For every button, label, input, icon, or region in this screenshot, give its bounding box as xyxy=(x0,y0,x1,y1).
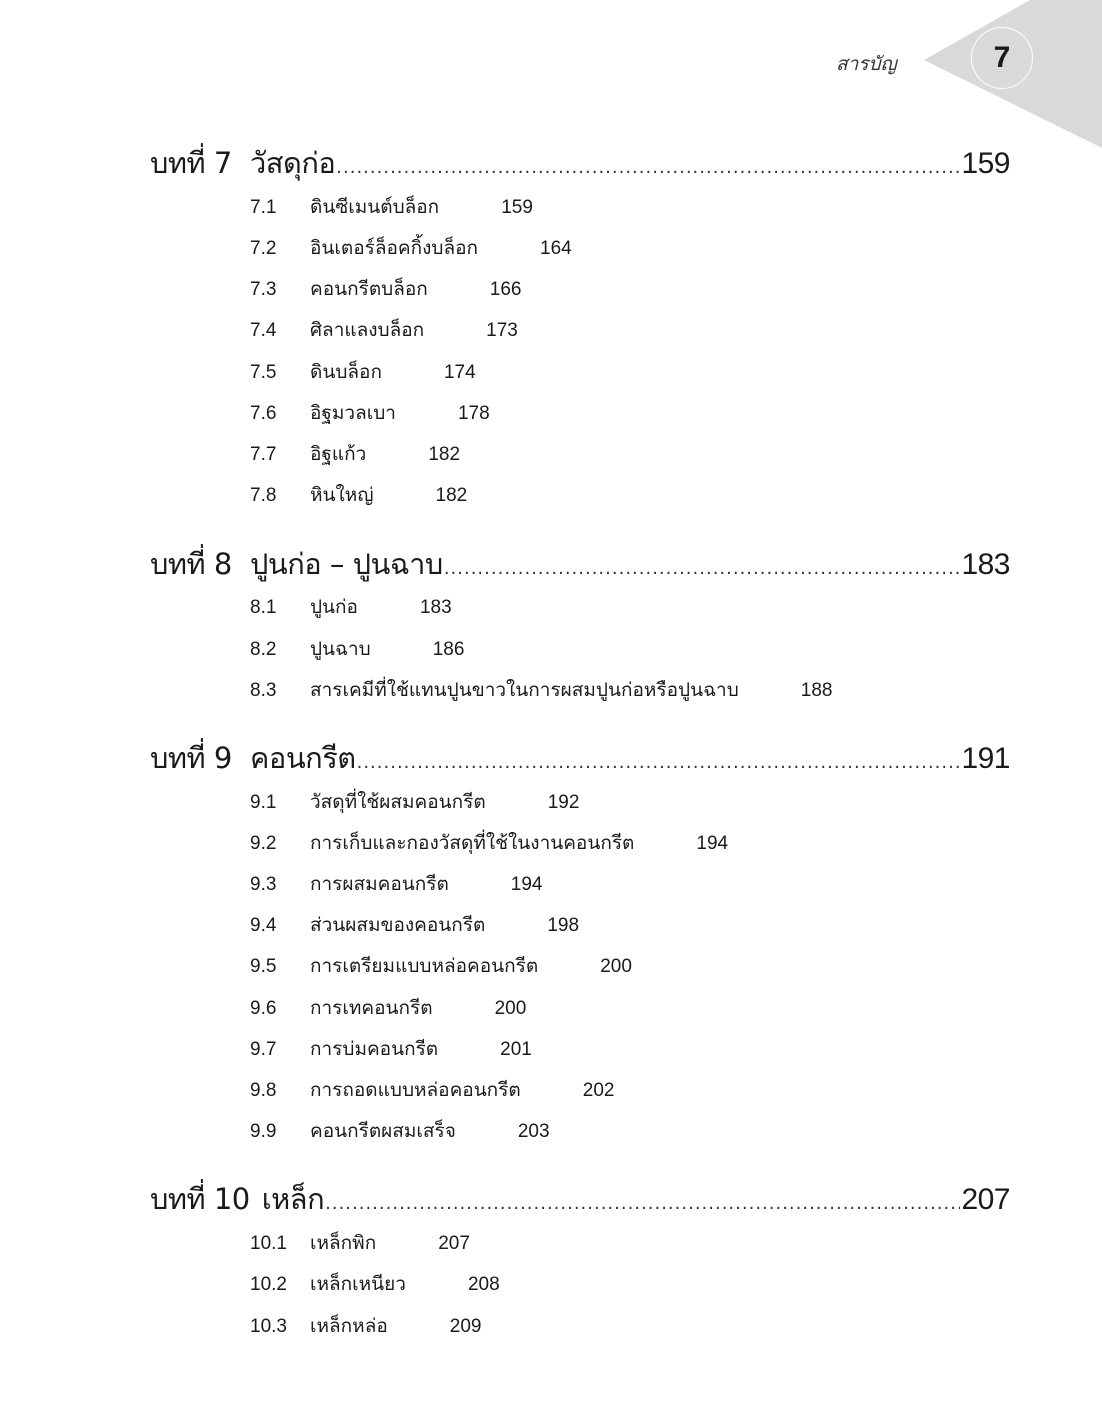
section-title: สารเคมีที่ใช้แทนปูนขาวในการผสมปูนก่อหรือปูนฉาบ xyxy=(310,679,739,701)
section-number: 7.4 xyxy=(250,320,277,341)
toc-entry[interactable] xyxy=(250,274,521,304)
section-number: 7.7 xyxy=(250,444,277,465)
section-number: 9.4 xyxy=(250,915,277,936)
section-title: ส่วนผสมของคอนกรีต xyxy=(310,914,486,936)
chapter-title: วัสดุก่อ xyxy=(250,146,336,180)
toc-entry[interactable] xyxy=(250,192,533,222)
toc-entry[interactable] xyxy=(250,951,632,981)
section-page: 201 xyxy=(500,1039,532,1060)
section-title: การถอดแบบหล่อคอนกรีต xyxy=(310,1079,521,1101)
section-number: 9.8 xyxy=(250,1080,277,1101)
chapter-heading[interactable] xyxy=(150,541,1010,587)
section-page: 194 xyxy=(696,833,729,854)
toc-entry[interactable] xyxy=(250,1311,481,1341)
section-title: การเก็บและกองวัสดุที่ใช้ในงานคอนกรีต xyxy=(310,832,635,854)
section-number: 9.7 xyxy=(250,1039,277,1060)
section-number: 8.2 xyxy=(250,639,277,660)
section-page: 194 xyxy=(510,874,543,895)
section-page: 164 xyxy=(540,238,572,259)
chapter-label: บทที่ 7 xyxy=(150,146,232,180)
toc-entry[interactable] xyxy=(250,869,543,899)
section-number: 9.2 xyxy=(250,833,277,854)
section-page: 186 xyxy=(432,639,465,660)
toc-entry[interactable] xyxy=(250,787,579,817)
chapter-title: ปูนก่อ – ปูนฉาบ xyxy=(250,547,443,581)
dot-leader xyxy=(336,157,960,178)
toc-entry[interactable] xyxy=(250,1075,614,1105)
section-title: เหล็กพิก xyxy=(310,1232,377,1254)
section-number: 10.1 xyxy=(250,1233,287,1254)
toc-entry[interactable] xyxy=(250,439,460,469)
section-page: 203 xyxy=(517,1121,550,1142)
section-number: 8.1 xyxy=(250,597,277,618)
section-page: 174 xyxy=(443,362,476,383)
toc-entry[interactable] xyxy=(250,634,464,664)
toc-entry[interactable] xyxy=(250,398,490,428)
section-title: การเตรียมแบบหล่อคอนกรีต xyxy=(310,955,539,977)
dot-leader xyxy=(444,558,961,579)
section-title: ดินซีเมนต์บล็อก xyxy=(310,196,440,218)
section-title: เหล็กหล่อ xyxy=(310,1315,388,1337)
section-page: 207 xyxy=(438,1233,470,1254)
section-number: 7.6 xyxy=(250,403,277,424)
section-number: 7.5 xyxy=(250,362,277,383)
section-page: 182 xyxy=(435,485,468,506)
toc-entry[interactable] xyxy=(250,910,579,940)
running-header-label: สารบัญ xyxy=(836,53,897,75)
toc-entry[interactable] xyxy=(250,480,467,510)
section-title: อิฐมวลเบา xyxy=(310,402,396,424)
section-page: 188 xyxy=(800,680,833,701)
toc-entry[interactable] xyxy=(250,1034,532,1064)
section-title: วัสดุที่ใช้ผสมคอนกรีต xyxy=(310,791,486,813)
section-page: 183 xyxy=(419,597,452,618)
toc-entry[interactable] xyxy=(250,675,832,705)
section-number: 8.3 xyxy=(250,680,277,701)
section-title: ปูนก่อ xyxy=(310,596,358,618)
section-number: 9.9 xyxy=(250,1121,277,1142)
section-page: 166 xyxy=(489,279,522,300)
section-number: 9.1 xyxy=(250,792,277,813)
section-page: 159 xyxy=(501,197,533,218)
toc-entry[interactable] xyxy=(250,357,476,387)
toc-entry[interactable] xyxy=(250,592,452,622)
chapter-heading[interactable] xyxy=(150,735,1010,781)
chapter-page: 159 xyxy=(961,147,1010,180)
chapter-title: เหล็ก xyxy=(261,1182,325,1216)
section-title: ดินบล็อก xyxy=(310,361,382,383)
page-number: 7 xyxy=(971,27,1033,89)
section-number: 7.8 xyxy=(250,485,277,506)
section-page: 178 xyxy=(457,403,490,424)
section-title: การผสมคอนกรีต xyxy=(310,873,449,895)
section-title: ศิลาแลงบล็อก xyxy=(310,319,425,341)
section-title: หินใหญ่ xyxy=(310,484,374,506)
section-title: คอนกรีตบล็อก xyxy=(310,278,428,300)
chapter-title: คอนกรีต xyxy=(250,741,356,775)
section-title: อินเตอร์ล็อคกิ้งบล็อก xyxy=(310,237,479,259)
chapter-page: 191 xyxy=(961,742,1010,775)
section-number: 7.1 xyxy=(250,197,277,218)
section-number: 9.5 xyxy=(250,956,277,977)
toc-entry[interactable] xyxy=(250,1116,550,1146)
section-page: 198 xyxy=(547,915,580,936)
toc-entry[interactable] xyxy=(250,993,526,1023)
section-title: ปูนฉาบ xyxy=(310,638,371,660)
chapter-page: 207 xyxy=(961,1183,1010,1216)
section-title: คอนกรีตผสมเสร็จ xyxy=(310,1120,456,1142)
section-title: เหล็กเหนียว xyxy=(310,1273,406,1295)
section-page: 192 xyxy=(547,792,580,813)
section-title: การเทคอนกรีต xyxy=(310,997,433,1019)
section-page: 208 xyxy=(467,1274,500,1295)
toc-entry[interactable] xyxy=(250,233,572,263)
dot-leader xyxy=(357,752,961,773)
chapter-heading[interactable] xyxy=(150,140,1010,186)
section-page: 202 xyxy=(582,1080,615,1101)
toc-entry[interactable] xyxy=(250,828,728,858)
section-number: 7.2 xyxy=(250,238,277,259)
section-number: 10.3 xyxy=(250,1316,287,1337)
section-page: 182 xyxy=(428,444,461,465)
section-title: การบ่มคอนกรีต xyxy=(310,1038,439,1060)
chapter-label: บทที่ 8 xyxy=(150,547,232,581)
chapter-page: 183 xyxy=(961,548,1010,581)
chapter-label: บทที่ 10 xyxy=(150,1182,250,1216)
section-number: 10.2 xyxy=(250,1274,287,1295)
toc-entry[interactable] xyxy=(250,1228,470,1258)
section-title: อิฐแก้ว xyxy=(310,443,367,465)
corner-triangle-decoration xyxy=(0,0,1102,160)
section-page: 209 xyxy=(449,1316,482,1337)
toc-entry[interactable] xyxy=(250,315,518,345)
section-page: 173 xyxy=(486,320,518,341)
section-page: 200 xyxy=(600,956,632,977)
section-page: 200 xyxy=(494,998,527,1019)
chapter-label: บทที่ 9 xyxy=(150,741,232,775)
dot-leader xyxy=(325,1193,960,1214)
section-number: 9.6 xyxy=(250,998,277,1019)
chapter-heading[interactable] xyxy=(150,1176,1010,1222)
section-number: 9.3 xyxy=(250,874,277,895)
toc-entry[interactable] xyxy=(250,1269,500,1299)
section-number: 7.3 xyxy=(250,279,277,300)
